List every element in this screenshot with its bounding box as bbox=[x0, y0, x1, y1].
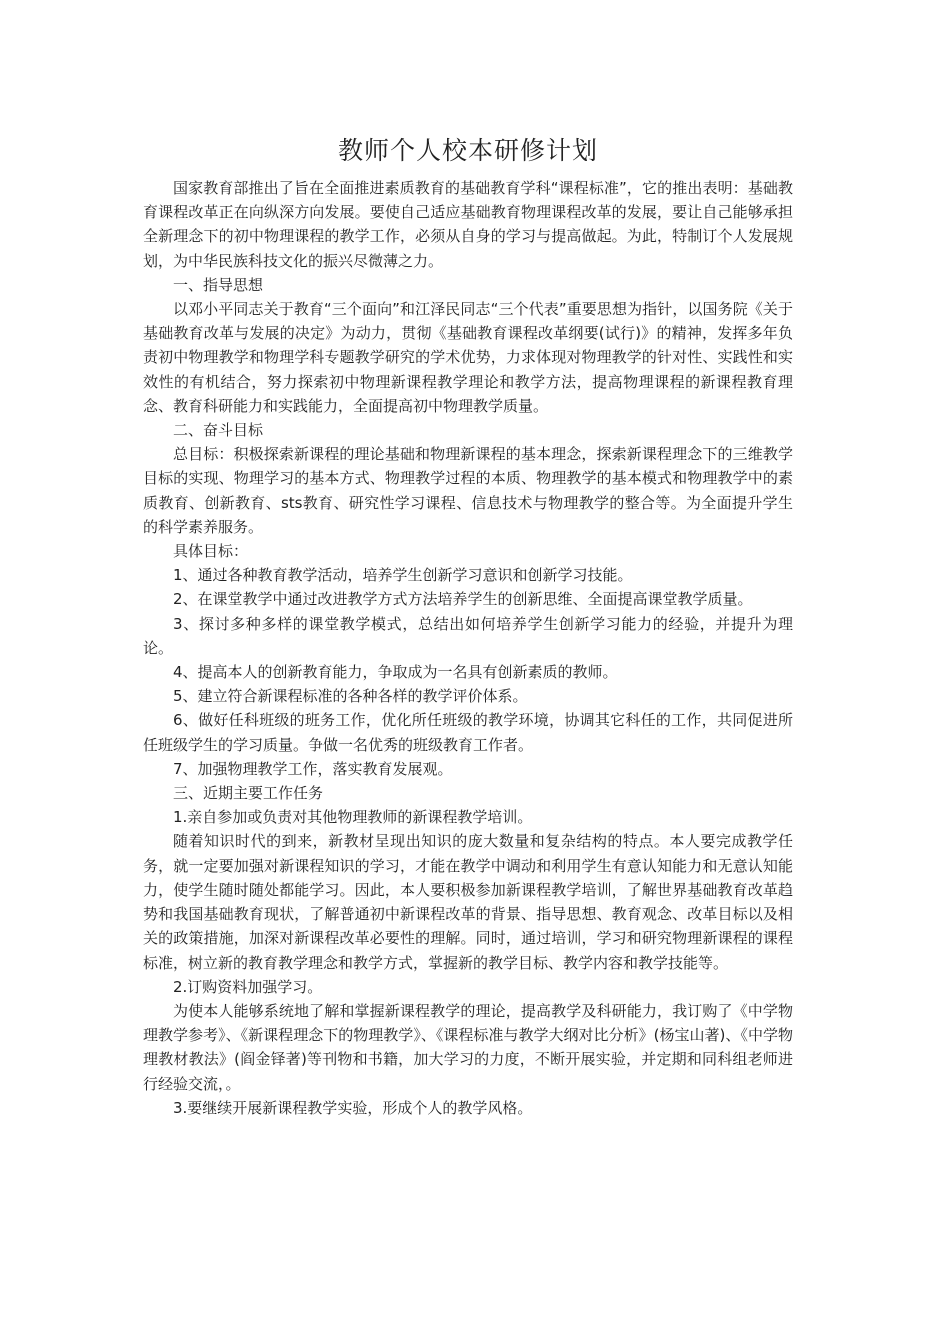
section-heading-guiding-thought: 一、指导思想 bbox=[173, 275, 264, 294]
goal-item-4: 4、提高本人的创新教育能力，争取成为一名具有创新素质的教师。 bbox=[173, 663, 618, 682]
guiding-thought-paragraph: 以邓小平同志关于教育“三个面向”和江泽民同志“三个代表”重要思想为指针，以国务院《关于基础教育改革与发展的决定》为动力，贯彻《基础教育课程改革纲要(试行)》的精神，发挥多年负责初中物理教学和物理学科专题教学研究的学术优势，力求体现对物理教学的针对性、实践性和实效性的有机结合，努力探索初中物理新课程教学理论和教学方法，提高物理课程的新课程教育理念、教育科研能力和实践能力，全面提高初中物理教学质量。 bbox=[143, 300, 793, 415]
goal-item-3: 3、探讨多种多样的课堂教学模式，总结出如何培养学生创新学习能力的经验，并提升为理论。 bbox=[143, 614, 793, 657]
task-2-paragraph: 为使本人能够系统地了解和掌握新课程教学的理论，提高教学及科研能力，我订购了《中学物理教学参考》、《新课程理念下的物理教学》、《课程标准与教学大纲对比分析》(杨宝山著)、《中学物理教材教法》(阎金铎著)等刊物和书籍，加大学习的力度，不断开展实验，并定期和同科组老师进行经验交流，。 bbox=[143, 1001, 793, 1093]
goal-item-2: 2、在课堂教学中通过改进教学方式方法培养学生的创新思维、全面提高课堂教学质量。 bbox=[173, 590, 753, 609]
section-heading-tasks: 三、近期主要工作任务 bbox=[173, 784, 324, 803]
goal-item-6: 6、做好任科班级的班务工作，优化所任班级的教学环境，协调其它科任的工作，共同促进所任班级学生的学习质量。争做一名优秀的班级教育工作者。 bbox=[143, 711, 793, 754]
overall-goal-paragraph: 总目标：积极探索新课程的理论基础和物理新课程的基本理念，探索新课程理念下的三维教学目标的实现、物理学习的基本方式、物理教学过程的本质、物理教学的基本模式和物理教学中的素质教育、创新教育、sts教育、研究性学习课程、信息技术与物理教学的整合等。为全面提升学生的科学素养服务。 bbox=[143, 445, 793, 536]
goal-item-7: 7、加强物理教学工作，落实教育发展观。 bbox=[173, 759, 453, 778]
task-1-paragraph: 随着知识时代的到来，新教材呈现出知识的庞大数量和复杂结构的特点。本人要完成教学任务，就一定要加强对新课程知识的学习，才能在教学中调动和利用学生有意认知能力和无意认知能力，使学生随时随处都能学习。因此，本人要积极参加新课程教学培训，了解世界基础教育改革趋势和我国基础教育现状，了解普通初中新课程改革的背景、指导思想、教育观念、改革目标以及相关的政策措施，加深对新课程改革必要性的理解。同时，通过培训，学习和研究物理新课程的课程标准，树立新的教育教学理念和教学方式，掌握新的教学目标、教学内容和教学技能等。 bbox=[143, 832, 793, 972]
goal-item-5: 5、建立符合新课程标准的各种各样的教学评价体系。 bbox=[173, 687, 528, 706]
document-body bbox=[143, 176, 793, 1120]
intro-paragraph: 国家教育部推出了旨在全面推进素质教育的基础教育学科“课程标准”，它的推出表明：基础教育课程改革正在向纵深方向发展。要使自己适应基础教育物理课程改革的发展，要让自己能够承担全新理念下的初中物理课程的教学工作，必须从自身的学习与提高做起。为此，特制订个人发展规划，为中华民族科技文化的振兴尽微薄之力。 bbox=[143, 179, 793, 270]
document-page bbox=[143, 134, 793, 1120]
goal-item-1: 1、通过各种教育教学活动，培养学生创新学习意识和创新学习技能。 bbox=[173, 566, 633, 585]
specific-goals-heading: 具体目标： bbox=[173, 542, 249, 561]
task-item-3: 3.要继续开展新课程教学实验，形成个人的教学风格。 bbox=[173, 1098, 533, 1117]
task-item-2: 2.订购资料加强学习。 bbox=[173, 977, 323, 996]
task-item-1: 1.亲自参加或负责对其他物理教师的新课程教学培训。 bbox=[173, 808, 533, 827]
document-title: 教师个人校本研修计划 bbox=[337, 136, 598, 165]
section-heading-goals: 二、奋斗目标 bbox=[173, 421, 264, 440]
